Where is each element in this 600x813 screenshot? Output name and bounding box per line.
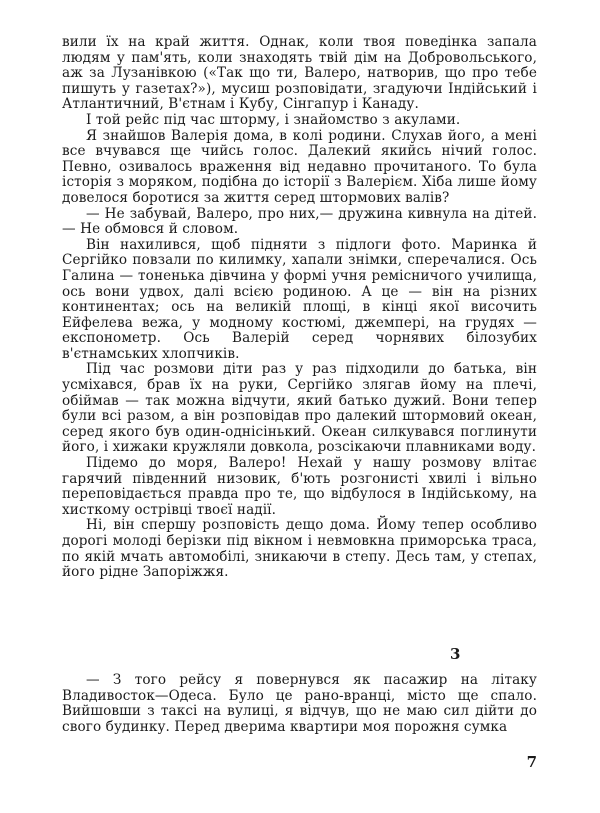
- paragraph: І той рейс під час шторму, і знайомство з акулами.: [86, 111, 461, 128]
- main-text-block: [62, 35, 537, 581]
- paragraph: — Не забувай, Валеро, про них,— дружина кивнула на дітей.— Не обмовся й словом.: [62, 205, 537, 238]
- section-text-block: [62, 673, 537, 735]
- page-number: 7: [526, 753, 537, 771]
- paragraph: Він нахилився, щоб підняти з підлоги фото. Маринка й Сергійко повзали по килимку, хапали знімки, сперечалися. Ось Галина — тоненька дівчина у формі учня ремісничого училища, ось вони удвох, далі всією родиною. А це — він на різних континентах; ось на великій площі, в кінці якої височить Ейфелева вежа, у модному костюмі, джемпері, на грудях — експонометр. Ось Валерій серед чорнявих білозубих в'єтнамських хлопчиків.: [62, 236, 537, 362]
- paragraph: Підемо до моря, Валеро! Нехай у нашу розмову влітає гарячий південний низовик, б'ють розгонисті хвилі і вільно переповідається правда про те, що відбулося в Індійському, на хисткому острівці твоєї надії.: [62, 455, 537, 518]
- paragraph: Ні, він спершу розповість дещо дома. Йому тепер особливо дорогі молоді берізки під вікном і невмовкна приморська траса, по якій мчать автомобілі, зникаючи в степу. Десь там, у степах, його рідне Запоріжжя.: [62, 517, 537, 581]
- section-number: 3: [450, 645, 461, 663]
- paragraph: вили їх на край життя. Однак, коли твоя поведінка запала людям у пам'ять, коли знаходять твій дім на Добровольського, аж за Лузанівкою («Так що ти, Валеро, натворив, що про тебе пишуть у газетах?»), мусиш розповідати, згадуючи Індійський і Атлантичний, В'єтнам і Кубу, Сінгапур і Канаду.: [62, 34, 537, 113]
- paragraph: Під час розмови діти раз у раз підходили до батька, він усміхався, брав їх на руки, Сергійко злягав йому на плечі, обіймав — так можна відчути, який батько дужий. Вони тепер були всі разом, а він розповідав про далекий штормовий океан, серед якого був один-однісінький. Океан силкувався поглинути його, і хижаки кружляли довкола, розсікаючи плавниками воду.: [62, 361, 537, 456]
- paragraph: Я знайшов Валерія дома, в колі родини. Слухав його, а мені все вчувався ще чийсь голос. Далекий якийсь нічий голос. Певно, озивалось враження від недавно прочитаного. То була історія з моряком, подібна до історії з Валерієм. Хіба лише йому довелося боротися за життя серед штормових валів?: [62, 127, 537, 206]
- paragraph: — З того рейсу я повернувся як пасажир на літаку Владивосток—Одеса. Було це рано-вранці, місто ще спало. Вийшовши з таксі на вулиці, я відчув, що не маю сил дійти до свого будинку. Перед дверима квартири моя порожня сумка: [62, 672, 537, 735]
